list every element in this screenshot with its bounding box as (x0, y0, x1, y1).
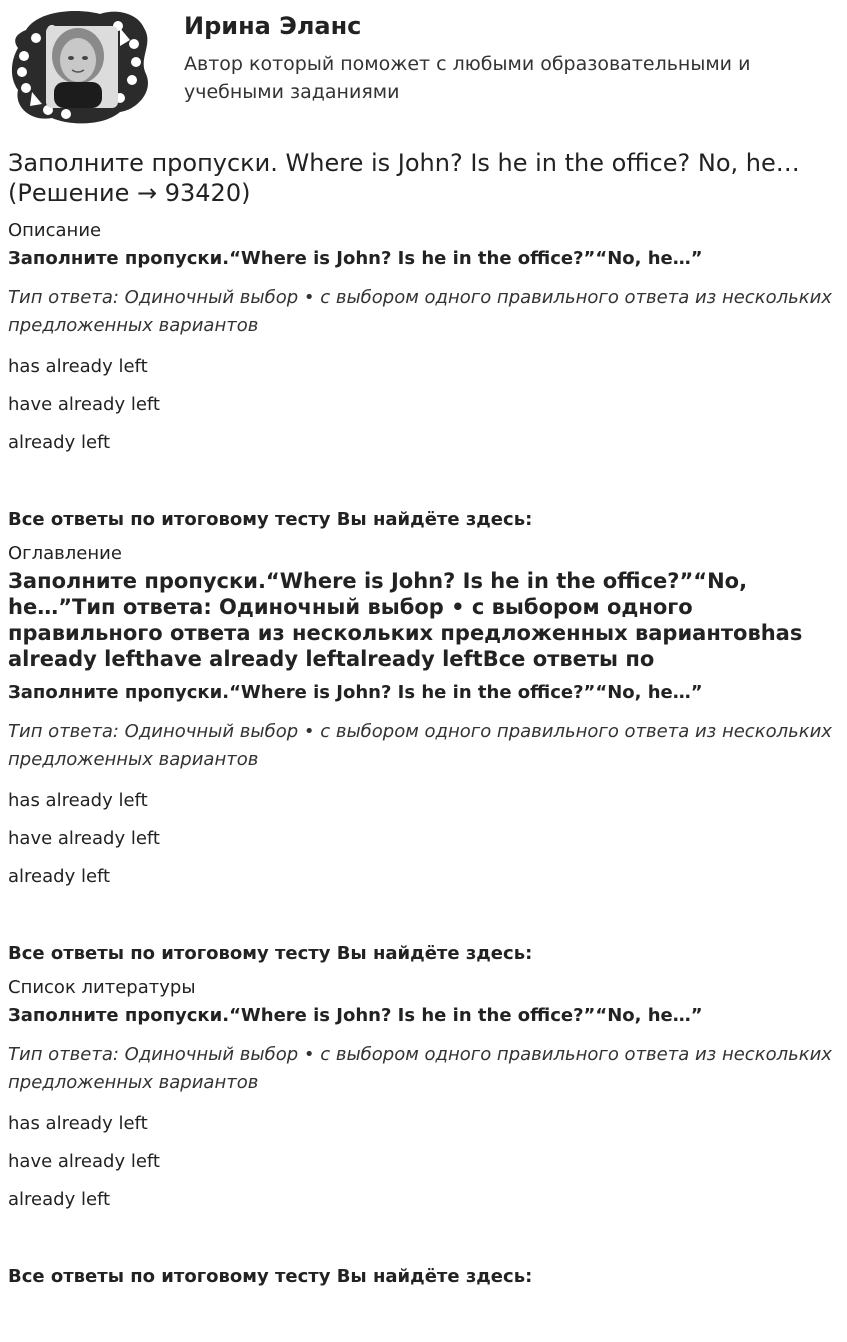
question-text: Заполните пропуски.“Where is John? Is he in the office?”“No, he…” (8, 248, 703, 269)
description-section (8, 220, 839, 531)
portrait (46, 26, 118, 108)
answer-option: already left (8, 1189, 111, 1210)
answer-option: already left (8, 866, 111, 887)
answer-option: have already left (8, 828, 160, 849)
literature-section (8, 977, 839, 1288)
answer-option: has already left (8, 790, 148, 811)
all-answers-link-text: Все ответы по итоговому тесту Вы найдёте здесь: (8, 943, 533, 964)
author-avatar-photo (8, 8, 150, 126)
all-answers-link-text: Все ответы по итоговому тесту Вы найдёте здесь: (8, 509, 533, 530)
question-text: Заполните пропуски.“Where is John? Is he in the office?”“No, he…” (8, 682, 703, 703)
question-text: Заполните пропуски.“Where is John? Is he in the office?”“No, he…” (8, 1005, 703, 1026)
answer-type: Тип ответа: Одиночный выбор • с выбором одного правильного ответа из нескольких предложенных вариантов (8, 721, 832, 770)
answer-type: Тип ответа: Одиночный выбор • с выбором одного правильного ответа из нескольких предложенных вариантов (8, 287, 832, 336)
section-label-toc: Оглавление (8, 543, 122, 564)
answer-option: already left (8, 432, 111, 453)
answer-option: have already left (8, 1151, 160, 1172)
all-answers-link-text: Все ответы по итоговому тесту Вы найдёте здесь: (8, 1266, 533, 1287)
section-label-description: Описание (8, 220, 102, 241)
toc-heading: Заполните пропуски.“Where is John? Is he in the office?”“No, he…”Тип ответа: Одиночный выбор • с выбором одного правильного ответа из нескольких предложенных вариантовhas already lefthave already leftalready leftВсе ответы по (8, 569, 803, 671)
answer-option: has already left (8, 356, 148, 377)
author-avatar[interactable] (8, 8, 150, 126)
answer-option: have already left (8, 394, 160, 415)
author-name[interactable]: Ирина Эланс (184, 12, 362, 40)
main-content (0, 148, 847, 1288)
page-title: Заполните пропуски. Where is John? Is he in the office? No, he… (Решение → 93420) (8, 149, 800, 207)
answer-option: has already left (8, 1113, 148, 1134)
answer-type: Тип ответа: Одиночный выбор • с выбором одного правильного ответа из нескольких предложенных вариантов (8, 1044, 832, 1093)
author-block (0, 0, 847, 140)
author-description: Автор который поможет с любыми образовательными и учебными заданиями (184, 53, 751, 103)
toc-section (8, 543, 839, 965)
section-label-literature: Список литературы (8, 977, 196, 998)
